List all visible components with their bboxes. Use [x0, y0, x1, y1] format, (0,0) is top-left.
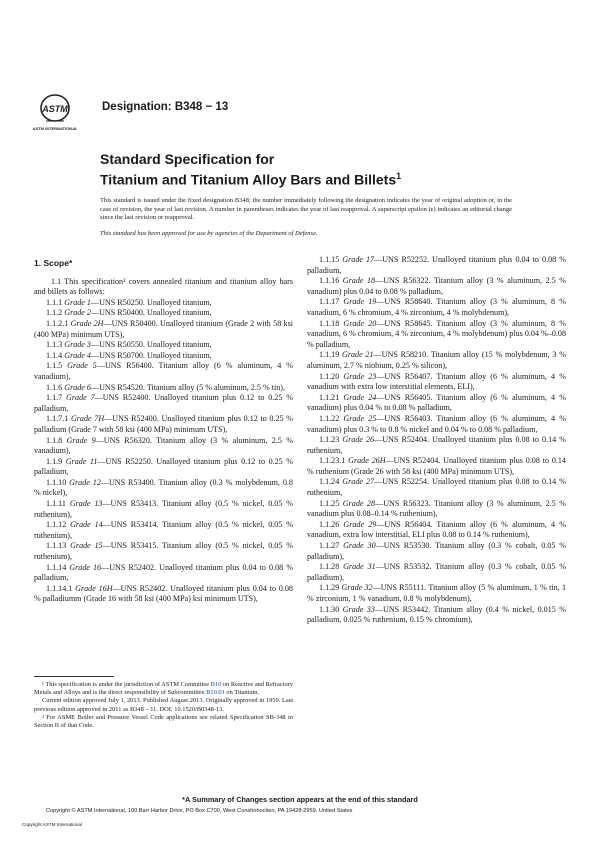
title-footnote-mark: 1 — [396, 171, 402, 181]
scope-paragraph — [307, 414, 566, 435]
paragraph-text: —UNS R50700. Unalloyed titanium, — [90, 350, 212, 360]
section-heading: 1. Scope* — [34, 258, 73, 268]
paragraph-text: —UNS R58640. Titanium alloy (3 % aluminum, 8 % vanadium, 6 % chromium, 4 % zirconium, 4 % molybdenum), — [307, 297, 566, 317]
copyright-small: Copyright ASTM International — [22, 822, 83, 827]
paragraph-text: —UNS R54520. Titanium alloy (5 % aluminum, 2.5 % tin), — [90, 382, 286, 392]
grade-name: Grade 13 — [69, 499, 103, 509]
committee-link[interactable]: B10 — [210, 681, 222, 688]
footnote-divider — [34, 676, 114, 677]
paragraph-text: —UNS R52402. Unalloyed titanium plus 0.04 to 0.08 % palladium, — [34, 562, 293, 583]
paragraph-text: —UNS R50550. Unalloyed titanium, — [90, 340, 212, 350]
grade-name: Grade 16 — [69, 562, 102, 572]
paragraph-number: 1.1.28 — [319, 562, 340, 572]
paragraph-number: 1.1.5 — [46, 361, 63, 371]
scope-paragraph — [34, 478, 293, 499]
grade-name: Grade 31 — [343, 562, 376, 572]
paragraph-text: —UNS R50400. Unalloyed titanium, — [90, 308, 212, 318]
paragraph-text: —UNS R55111. Titanium alloy (5 % aluminum, 1 % tin, 1 % zirconium, 1 % vanadium, 0.8 % molybdenum), — [307, 583, 566, 603]
scope-paragraph — [34, 383, 293, 394]
paragraph-text: This specification² covers annealed titanium and titanium alloy bars and billets as follows: — [34, 276, 293, 297]
svg-text:ASTM: ASTM — [42, 104, 68, 114]
right-column — [307, 255, 566, 626]
paragraph-text: —UNS R56322. Titanium alloy (3 % aluminum, 2.5 % vanadium) plus 0.04 to 0.08 % palladium, — [307, 276, 566, 296]
footnote-2: ² For ASME Boiler and Pressure Vessel Code applications see related Specification SB-348 in Section II of that Code. — [34, 713, 293, 730]
summary-of-changes-note: *A Summary of Changes section appears at the end of this standard — [182, 795, 418, 804]
paragraph-text: —UNS R52252. Unalloyed titanium plus 0.04 to 0.08 % palladium, — [307, 255, 566, 275]
paragraph-number: 1.1.16 — [319, 276, 340, 286]
scope-paragraph — [307, 456, 566, 477]
footnote-1-edition: Current edition approved July 1, 2013. Published August 2013. Originally approved in 1959. Last previous edition approved in 2011 as B348 – 11. DOI: 10.1520/B0348-13. — [34, 697, 293, 713]
paragraph-text: —UNS R52250. Unalloyed titanium plus 0.12 to 0.25 % palladium, — [34, 456, 293, 477]
paragraph-text: —UNS R53414. Titanium alloy (0.5 % nickel, 0.05 % ruthenium), — [34, 520, 293, 540]
paragraph-number: 1.1.7.1 — [46, 414, 69, 424]
paragraph-text: —UNS R53400. Titanium alloy (0.3 % molybdenum, 0.8 % nickel), — [34, 477, 293, 498]
footnote-1: ¹ This specification is under the jurisdiction of ASTM Committee B10 on Reactive and Refractory Metals and Alloys and is the direct responsibility of Subcommittee B10.01 on Titanium. — [34, 681, 293, 697]
grade-name: Grade 30 — [343, 541, 376, 551]
scope-paragraph — [34, 520, 293, 541]
scope-paragraph — [34, 340, 293, 351]
grade-name: Grade 3 — [64, 340, 91, 350]
paragraph-text: —UNS R52400. Unalloyed titanium plus 0.12 to 0.25 % palladium, — [34, 393, 293, 413]
grade-name: Grade 33 — [342, 604, 375, 614]
scope-paragraph — [307, 255, 566, 276]
paragraph-number: 1.1.4 — [46, 350, 63, 360]
scope-paragraph — [34, 319, 293, 340]
grade-name: Grade 14 — [70, 520, 103, 530]
scope-paragraph — [34, 393, 293, 414]
paragraph-text: —UNS R52404. Unalloyed titanium plus 0.08 to 0.14 % ruthenium (Grade 26 with 58 ksi (400 MPa) minimum UTS), — [307, 456, 566, 476]
paragraph-number: 1.1.23.1 — [319, 456, 346, 466]
scope-paragraph — [34, 499, 293, 520]
astm-logo-icon — [32, 93, 78, 135]
paragraph-number: 1.1.20 — [319, 371, 340, 381]
paragraph-number: 1.1.1 — [46, 297, 63, 307]
paragraph-text: —UNS R50400. Unalloyed titanium (Grade 2 with 58 ksi (400 MPa) minimum UTS), — [34, 318, 293, 339]
grade-name: Grade 15 — [70, 541, 103, 551]
scope-paragraph — [307, 499, 566, 520]
paragraph-number: 1.1.25 — [319, 498, 340, 508]
paragraph-text: —UNS R56320. Titanium alloy (3 % aluminum, 2.5 % vanadium), — [34, 435, 293, 456]
grade-name: Grade 2 — [64, 308, 91, 318]
paragraph-number: 1.1.19 — [319, 350, 340, 360]
paragraph-text: —UNS R53532. Titanium alloy (0.3 % cobalt, 0.05 % palladium), — [307, 562, 566, 582]
paragraph-text: —UNS R50250. Unalloyed titanium, — [90, 297, 212, 307]
scope-paragraph — [34, 277, 293, 298]
paragraph-text: —UNS R53530. Titanium alloy (0.3 % cobalt, 0.05 % palladium), — [307, 541, 566, 561]
title-line-2: Titanium and Titanium Alloy Bars and Billets — [100, 171, 397, 188]
scope-paragraph — [34, 414, 293, 435]
grade-name: Grade 7H — [70, 414, 105, 424]
paragraph-number: 1.1.13 — [46, 541, 67, 551]
paragraph-number: 1.1.12 — [46, 520, 67, 530]
paragraph-text: —UNS R52254. Unalloyed titanium plus 0.08 to 0.14 % ruthenium, — [307, 477, 566, 498]
paragraph-number: 1.1.10 — [46, 477, 67, 487]
scope-paragraph — [34, 308, 293, 319]
paragraph-number: 1.1.11 — [46, 499, 66, 509]
paragraph-text: —UNS R52404. Unalloyed titanium plus 0.08 to 0.14 % ruthenium, — [307, 435, 566, 455]
grade-name: Grade 12 — [69, 477, 101, 487]
right-paragraph-list — [307, 255, 566, 626]
scope-paragraph — [34, 541, 293, 562]
paragraph-number: 1.1.27 — [319, 541, 340, 551]
paragraph-text: —UNS R56405. Titanium alloy (6 % aluminum, 4 % vanadium) plus 0.04 % to 0.08 % palladium, — [307, 392, 566, 413]
grade-name: Grade 26H — [348, 456, 386, 466]
paragraph-number: 1.1.26 — [319, 519, 340, 529]
paragraph-text: —UNS R58210. Titanium alloy (15 % molybdenum, 3 % aluminum, 2.7 % niobium, 0.25 % silicon), — [307, 350, 566, 370]
grade-name: Grade 21 — [342, 350, 374, 360]
scope-paragraph — [34, 351, 293, 362]
scope-paragraph — [34, 584, 293, 605]
scope-paragraph — [307, 562, 566, 583]
paragraph-number: 1.1.8 — [46, 435, 63, 445]
grade-name: Grade 5 — [67, 361, 97, 371]
copyright-notice: Copyright © ASTM International, 100 Barr Harbor Drive, PO Box C700, West Conshohocken, PA 19428-2959. United States — [46, 808, 353, 814]
scope-paragraph — [307, 520, 566, 541]
paragraph-number: 1.1 — [51, 276, 62, 286]
scope-paragraph — [307, 297, 566, 318]
footnotes — [34, 670, 293, 730]
paragraph-text: —UNS R58645. Titanium alloy (3 % aluminum, 8 % vanadium, 6 % chromium, 4 % zirconium, 4 % molybdenum) plus 0.04 %–0.08 % palladium, — [307, 318, 566, 349]
grade-name: Grade 20 — [343, 318, 377, 328]
paragraph-text: —UNS R53413. Titanium alloy (0.5 % nickel, 0.05 % ruthenium), — [34, 499, 293, 519]
paragraph-text: —UNS R52402. Unalloyed titanium plus 0.04 to 0.08 % palladiumm (Grade 16 with 58 ksi (400 MPa) ksi minimum UTS), — [34, 583, 293, 604]
scope-paragraph — [307, 276, 566, 297]
paragraph-number: 1.1.14 — [46, 562, 67, 572]
scope-paragraph — [307, 435, 566, 456]
scope-paragraph — [307, 350, 566, 371]
paragraph-number: 1.1.6 — [46, 382, 63, 392]
paragraph-text: —UNS R56400. Titanium alloy (6 % aluminum, 4 % vanadium), — [34, 361, 293, 381]
grade-name: Grade 1 — [64, 297, 91, 307]
scope-paragraph — [307, 393, 566, 414]
grade-name: Grade 26 — [342, 435, 375, 445]
paragraph-number: 1.1.21 — [319, 392, 340, 402]
svg-text:ASTM INTERNATIONAL: ASTM INTERNATIONAL — [32, 126, 78, 131]
scope-paragraph — [307, 372, 566, 393]
grade-name: Grade 17 — [342, 255, 375, 264]
scope-paragraph — [307, 541, 566, 562]
paragraph-number: 1.1.30 — [319, 604, 340, 614]
left-paragraph-list — [34, 277, 293, 605]
grade-name: Grade 2H — [70, 318, 104, 328]
paragraph-number: 1.1.15 — [319, 255, 340, 264]
scope-paragraph — [34, 436, 293, 457]
grade-name: Grade 19 — [343, 297, 377, 307]
paragraph-number: 1.1.18 — [319, 318, 340, 328]
paragraph-number: 1.1.22 — [319, 413, 340, 423]
paragraph-number: 1.1.9 — [46, 456, 63, 466]
grade-name: Grade 24 — [343, 392, 377, 402]
paragraph-text: —UNS R56323. Titanium alloy (3 % aluminum, 2.5 % vanadium plus 0.08–0.14 % ruthenium), — [307, 498, 566, 519]
paragraph-number: 1.1.2.1 — [46, 318, 69, 328]
paragraph-text: —UNS R52400. Unalloyed titanium plus 0.12 to 0.25 % palladium (Grade 7 with 58 ksi (400 MPa) minimum UTS), — [34, 414, 293, 434]
scope-paragraph — [307, 583, 566, 604]
grade-name: Grade 4 — [64, 350, 91, 360]
paragraph-text: —UNS R56407. Titanium alloy (6 % aluminum, 4 % vanadium with extra low interstitial elements, ELI), — [307, 371, 566, 392]
scope-paragraph — [34, 361, 293, 382]
scope-paragraph — [34, 298, 293, 309]
designation: Designation: B348 − 13 — [102, 101, 229, 113]
grade-name: Grade 27 — [342, 477, 375, 487]
paragraph-number: 1.1.29 — [319, 583, 340, 593]
paragraph-number: 1.1.2 — [46, 308, 63, 318]
scope-paragraph — [34, 563, 293, 584]
paragraph-number: 1.1.24 — [319, 477, 340, 487]
paragraph-text: —UNS R56404. Titanium alloy (6 % aluminum, 4 % vanadium, extra low interstitial, ELI plus 0.08 to 0.14 % ruthenium), — [307, 519, 566, 540]
grade-name: Grade 29 — [343, 519, 377, 529]
grade-name: Grade 6 — [64, 382, 91, 392]
paragraph-number: 1.1.17 — [319, 297, 340, 307]
scope-paragraph — [307, 477, 566, 498]
grade-name: Grade 16H — [75, 583, 113, 593]
paragraph-text: —UNS R56403. Titanium alloy (6 % aluminum, 4 % vanadium) plus 0.3 % to 0.8 % nickel and 0.04 % to 0.08 % palladium, — [307, 413, 566, 434]
grade-name: Grade 25 — [343, 413, 377, 423]
paragraph-number: 1.1.14.1 — [46, 583, 73, 593]
grade-name: Grade 7 — [66, 393, 95, 403]
dod-approval-note: This standard has been approved for use by agencies of the Department of Defense. — [100, 230, 318, 237]
subcommittee-link[interactable]: B10.01 — [206, 689, 225, 697]
scope-paragraph — [307, 319, 566, 351]
grade-name: Grade 23 — [343, 371, 377, 381]
title-line-1: Standard Specification for — [100, 151, 275, 167]
grade-name: Grade 9 — [66, 435, 96, 445]
left-column — [34, 255, 293, 605]
scope-paragraph — [307, 605, 566, 626]
paragraph-number: 1.1.3 — [46, 340, 63, 350]
grade-name: Grade 28 — [342, 498, 376, 508]
scope-paragraph — [34, 457, 293, 478]
grade-name: Grade 18 — [342, 276, 376, 286]
grade-name: Grade 32 — [341, 583, 373, 593]
document-title — [100, 151, 401, 189]
paragraph-number: 1.1.7 — [46, 393, 63, 403]
issuance-notice: This standard is issued under the fixed designation B348; the number immediately following the designation indicates the year of original adoption or, in the case of revision, the year of last revision. A number in parentheses indicates the year of last reapproval. A superscript epsilon (ε) indicates an editorial change since the last revision or reapproval. — [100, 197, 512, 222]
paragraph-text: —UNS R53415. Titanium alloy (0.5 % nickel, 0.05 % ruthenium), — [34, 541, 293, 562]
paragraph-text: —UNS R53442. Titanium alloy (0.4 % nickel, 0.015 % palladium, 0.025 % ruthenium, 0.15 % chromium), — [307, 604, 566, 625]
paragraph-number: 1.1.23 — [319, 435, 340, 445]
grade-name: Grade 11 — [65, 456, 98, 466]
